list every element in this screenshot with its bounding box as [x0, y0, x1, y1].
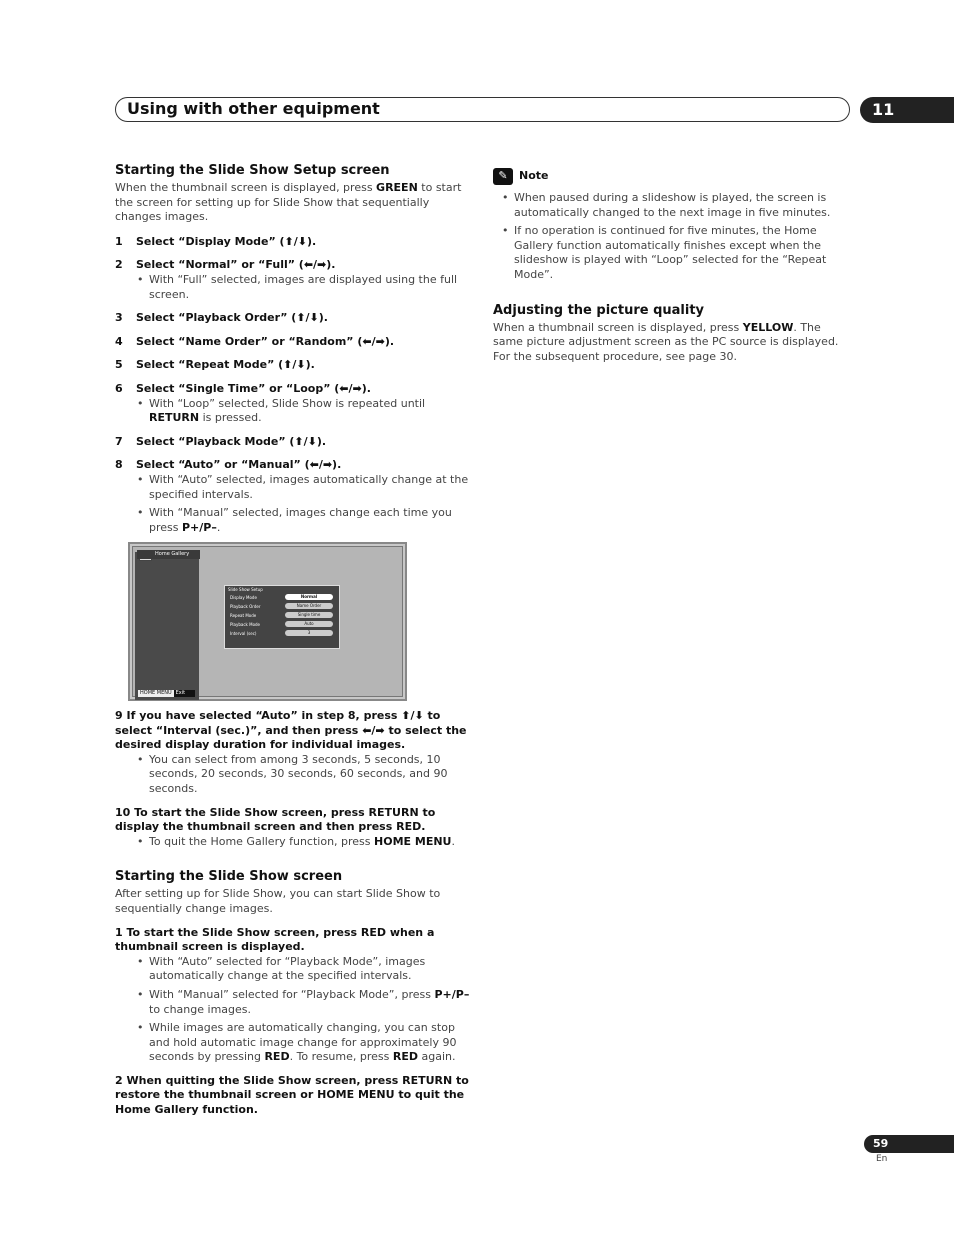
- step-2: 2 Select “Normal” or “Full” (⬅/➡).: [115, 258, 336, 272]
- note-header: [493, 168, 853, 185]
- note-pencil-icon: ✎: [493, 168, 513, 185]
- dialog-row: Interval (sec) 3: [225, 629, 339, 638]
- step-9: 9 If you have selected “Auto” in step 8, press ⬆/⬇ to select “Interval (sec.)”, and then press ⬅/➡ to select the desired display duration for individual images.: [115, 709, 467, 752]
- setup-intro: When the thumbnail screen is displayed, press GREEN to start the screen for setting up for Slide Show that sequentially changes images.: [115, 181, 462, 224]
- left-column: [115, 163, 473, 535]
- slideshow-intro: After setting up for Slide Show, you can start Slide Show to sequentially change images.: [115, 887, 441, 915]
- step-8-bullet-auto: • With “Auto” selected, images automatically change at the specified intervals.: [115, 473, 473, 502]
- section-title-picture-quality: Adjusting the picture quality: [493, 302, 705, 318]
- section-title-setup: Starting the Slide Show Setup screen: [115, 163, 390, 178]
- step-7: 7 Select “Playback Mode” (⬆/⬇).: [115, 434, 327, 448]
- dialog-row: Display Mode Normal: [225, 593, 339, 602]
- gallery-title: Home Gallery: [137, 550, 200, 559]
- slideshow-step-1-bullet-hold: • While images are automatically changing, you can stop and hold automatic image change for approximately 90 seconds by pressing RED. To resume, press RED again.: [115, 1021, 473, 1065]
- picture-quality-text: When a thumbnail screen is displayed, press YELLOW. The same picture adjustment screen as the PC source is displayed. For the subsequent procedure, see page 30.: [493, 320, 839, 363]
- screen-area: [132, 546, 403, 697]
- slideshow-step-2: 2 When quitting the Slide Show screen, press RETURN to restore the thumbnail screen or HOME MENU to quit the Home Gallery function.: [115, 1073, 469, 1117]
- step-9-bullet: • You can select from among 3 seconds, 5 seconds, 10 seconds, 20 seconds, 30 seconds, 60 seconds, and 90 seconds.: [115, 753, 473, 797]
- slideshow-step-1: 1 To start the Slide Show screen, press RED when a thumbnail screen is displayed.: [115, 925, 435, 954]
- step-2-bullet: • With “Full” selected, images are displayed using the full screen.: [115, 273, 473, 302]
- step-10-bullet: • To quit the Home Gallery function, press HOME MENU.: [115, 835, 473, 850]
- step-6: 6 Select “Single Time” or “Loop” (⬅/➡).: [115, 381, 371, 395]
- dialog-row: Playback Order Name Order: [225, 602, 339, 611]
- page-title: Using with other equipment: [127, 99, 380, 118]
- dialog-row: Repeat Mode Single time: [225, 611, 339, 620]
- step-10: 10 To start the Slide Show screen, press RETURN to display the thumbnail screen and then press RED.: [115, 805, 436, 834]
- note-title: Note: [519, 169, 549, 183]
- note-bullet-timeout: • If no operation is continued for five minutes, the Home Gallery function automatically finishes except when the slideshow is played with “Loop” selected for the “Repeat Mode”.: [493, 224, 853, 282]
- left-column-lower: [115, 709, 473, 1118]
- step-4: 4 Select “Name Order” or “Random” (⬅/➡).: [115, 334, 395, 348]
- slideshow-setup-screenshot: [128, 542, 407, 701]
- step-5: 5 Select “Repeat Mode” (⬆/⬇).: [115, 358, 315, 372]
- step-8: 8 Select “Auto” or “Manual” (⬅/➡).: [115, 458, 342, 472]
- exit-hint: HOME MENU Exit: [138, 690, 195, 697]
- section-title-slideshow: Starting the Slide Show screen: [115, 869, 343, 885]
- page-number: 59: [873, 1137, 889, 1150]
- step-3: 3 Select “Playback Order” (⬆/⬇).: [115, 311, 328, 325]
- slideshow-step-1-bullet-manual: • With “Manual” selected for “Playback Mode”, press P+/P– to change images.: [115, 988, 473, 1017]
- step-8-bullet-manual: • With “Manual” selected, images change each time you press P+/P–.: [115, 506, 473, 535]
- gallery-sidebar: [135, 552, 199, 700]
- chapter-number: 11: [872, 100, 895, 119]
- note-bullet-pause: • When paused during a slideshow is played, the screen is automatically changed to the next image in five minutes.: [493, 191, 853, 220]
- page-language: En: [876, 1154, 888, 1164]
- right-column: [493, 168, 853, 364]
- dialog-title: Slide Show Setup: [228, 587, 263, 592]
- slideshow-step-1-bullet-auto: • With “Auto” selected for “Playback Mode”, images automatically change at the specified intervals.: [115, 955, 473, 984]
- dialog-row: Playback Mode Auto: [225, 620, 339, 629]
- setup-dialog: [224, 585, 340, 649]
- step-1: 1 Select “Display Mode” (⬆/⬇).: [115, 234, 317, 248]
- step-6-bullet: • With “Loop” selected, Slide Show is repeated until RETURN is pressed.: [115, 397, 473, 426]
